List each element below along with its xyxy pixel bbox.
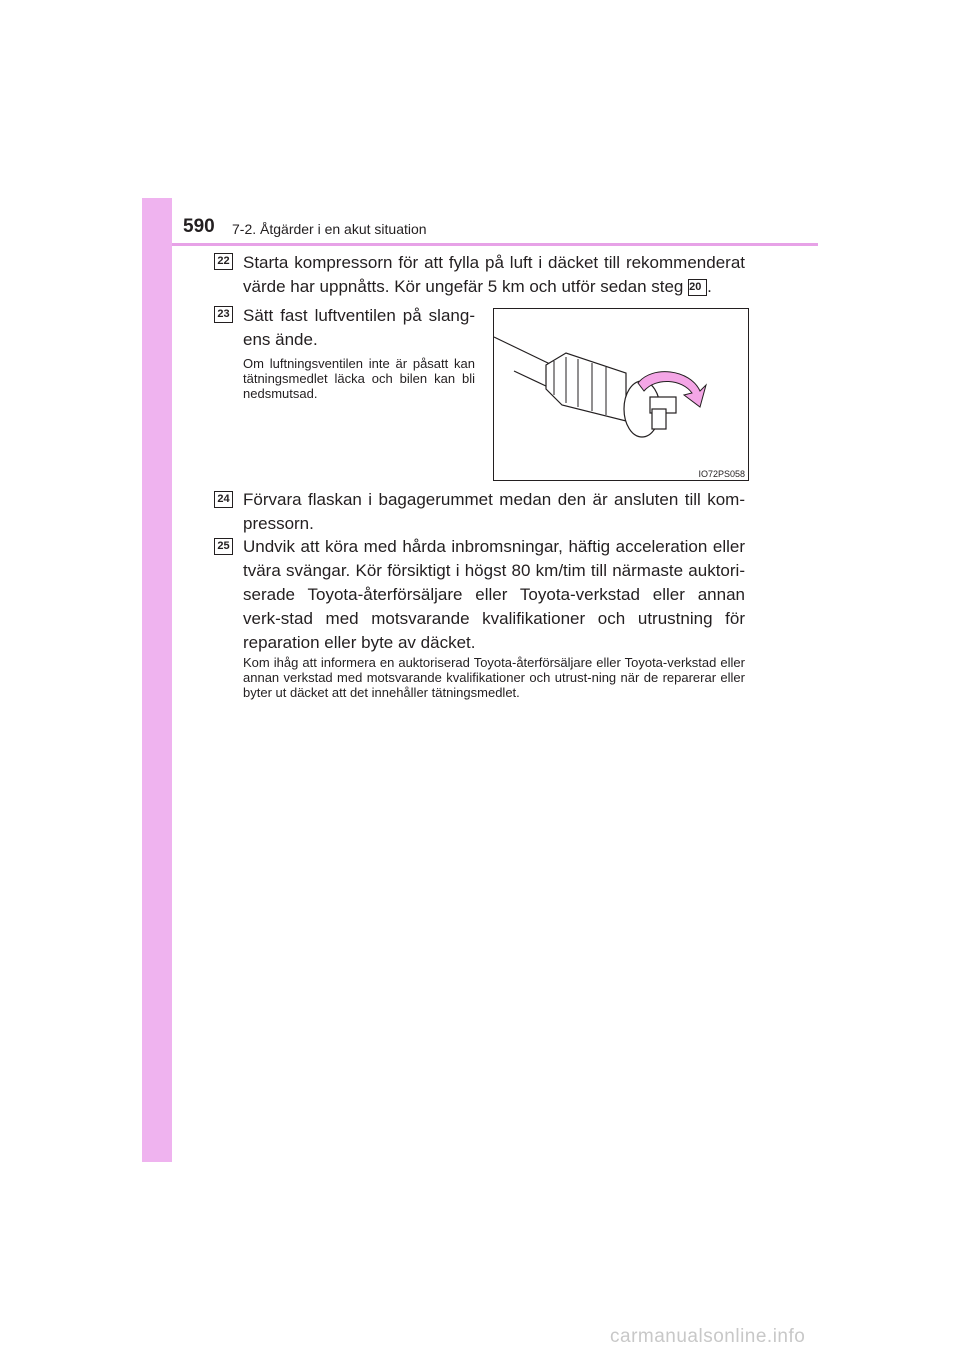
page-number: 590 (183, 216, 215, 237)
step-23-note: Om luftningsventilen inte är påsatt kan tätningsmedlet läcka och bilen kan bli nedsmutsad. (243, 356, 475, 401)
step-24-text: Förvara flaskan i bagagerummet medan den är ansluten till kom-pressorn. (243, 490, 745, 533)
step-ref-badge: 20 (688, 279, 707, 296)
step-22-badge: 22 (214, 253, 233, 270)
chapter-sidebar-tab (142, 198, 172, 1162)
step-22-text (243, 251, 745, 299)
step-25-badge: 25 (214, 538, 233, 555)
figure-code: IO72PS058 (698, 469, 745, 479)
step-23-badge: 23 (214, 306, 233, 323)
valve-illustration (493, 308, 749, 481)
step-24-badge: 24 (214, 491, 233, 508)
header-divider (172, 243, 818, 246)
step-25-note: Kom ihåg att informera en auktoriserad Toyota-återförsäljare eller Toyota-verkstad eller annan verkstad med motsvarande kvalifikationer och utrust-ning när de reparerar eller byter ut däcket att det innehåller tätningsmedlet. (243, 655, 745, 700)
step-22-text-part2: . (707, 277, 712, 296)
valve-cap-drawing (494, 309, 748, 480)
step-25-text: Undvik att köra med hårda inbromsningar, häftig acceleration eller tvära svängar. Kör försiktigt i högst 80 km/tim till närmaste auktori-serade Toyota-återförsäljare eller Toyota-verkstad eller annan verk-stad med motsvarande kvalifikationer och utrustning för reparation eller byte av däcket. (243, 537, 745, 652)
step-23-text: Sätt fast luftventilen på slang-ens ände. (243, 306, 475, 349)
watermark-text: carmanualsonline.info (610, 1326, 806, 1347)
section-title: 7-2. Åtgärder i en akut situation (232, 221, 427, 237)
step-22-text-part1: Starta kompressorn för att fylla på luft i däcket till rekommenderat värde har uppnåtts. Kör ungefär 5 km och utför sedan steg (243, 253, 745, 296)
